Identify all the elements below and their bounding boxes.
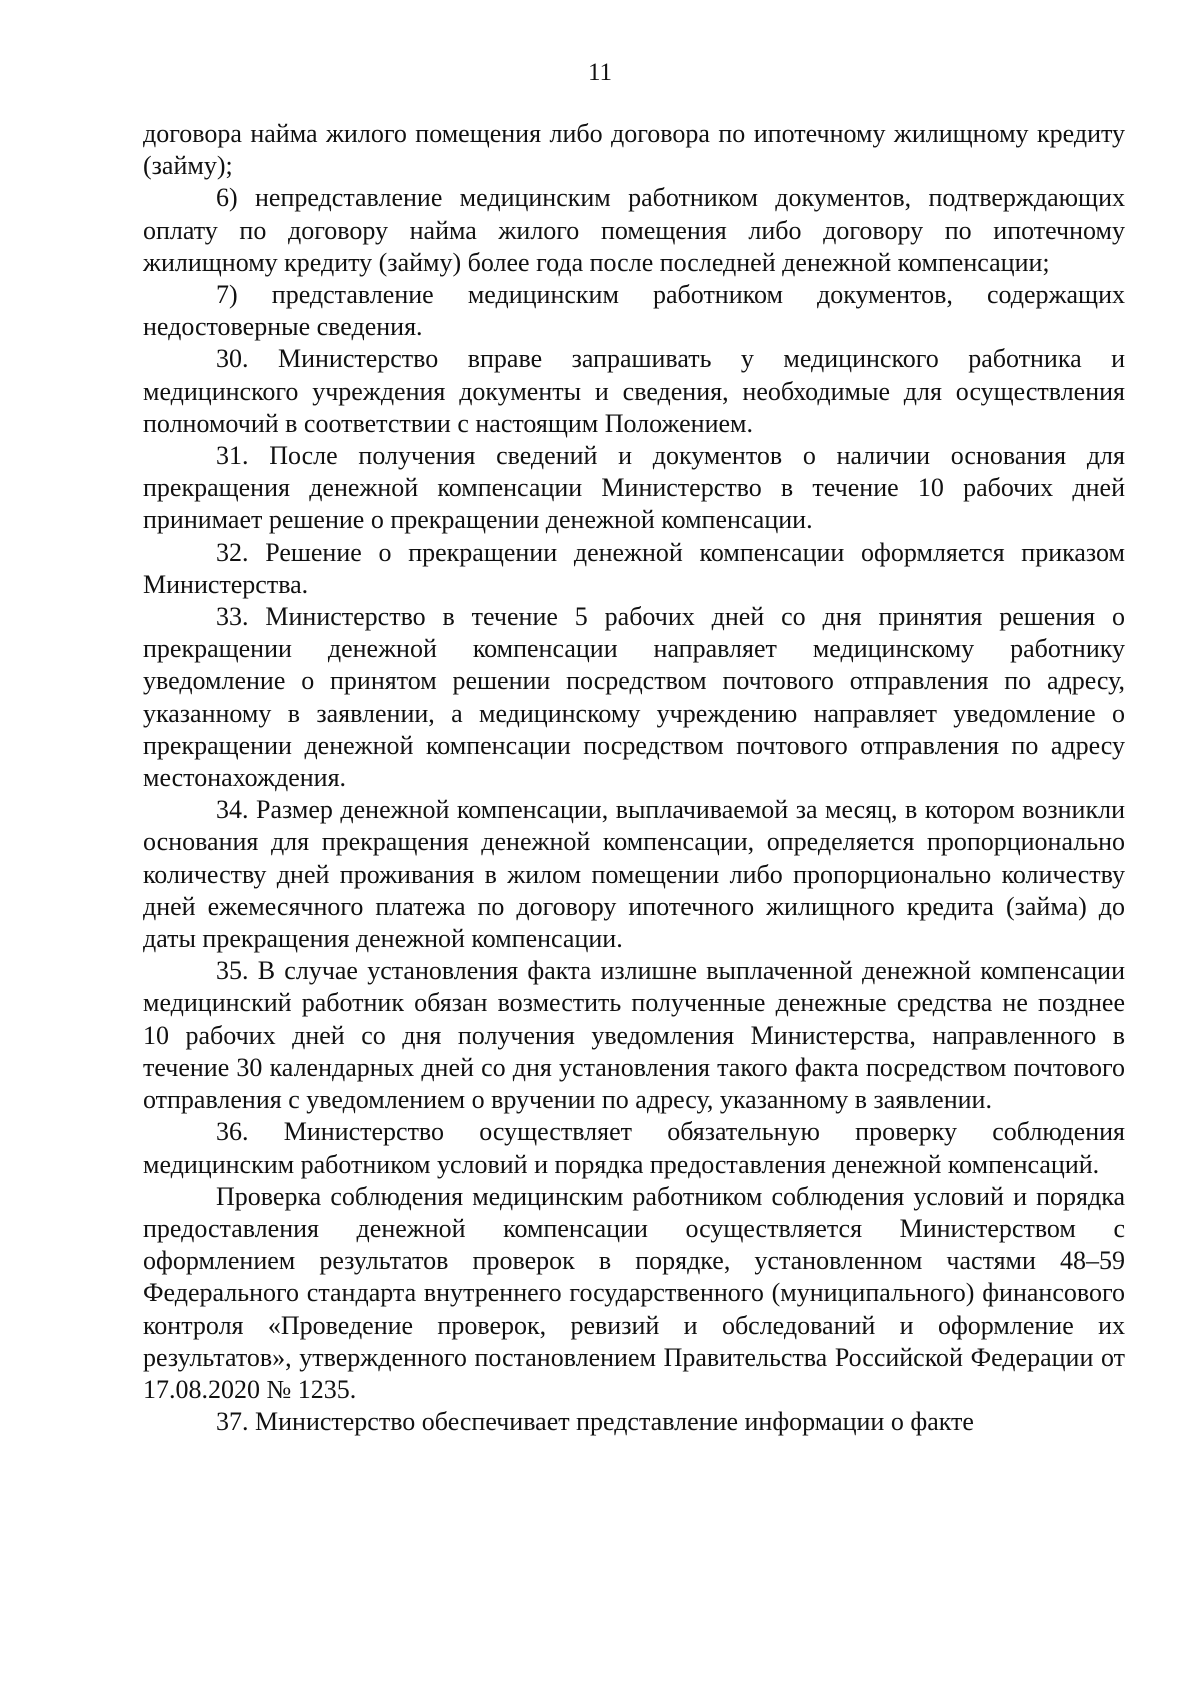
clause-32: 32. Решение о прекращении денежной компенсации оформляется приказом Министерства. <box>143 537 1125 599</box>
clause-34: 34. Размер денежной компенсации, выплачиваемой за месяц, в котором возникли основания для прекращения денежной компенсации, определяется пропорционально количеству дней проживания в жилом помещении либо пропорционально количеству дней ежемесячного платежа по договору ипотечного жилищного кредита (займа) до даты прекращения денежной компенсации. <box>143 795 1125 954</box>
clause-36-continuation: Проверка соблюдения медицинским работником соблюдения условий и порядка предоставления денежной компенсации осуществляется Министерством с оформлением результатов проверок в порядке, установленном частями 48–59 Федерального стандарта внутреннего государственного (муниципального) финансового контроля «Проведение проверок, ревизий и обследований и оформление их результатов», утвержденного постановлением Правительства Российской Федерации от 17.08.2020 № 1235. <box>143 1181 1125 1404</box>
paragraph-continuation: договора найма жилого помещения либо договора по ипотечному жилищному кредиту (займу); <box>143 119 1125 181</box>
clause-36: 36. Министерство осуществляет обязательную проверку соблюдения медицинским работником условий и порядка предоставления денежной компенсаций. <box>143 1117 1125 1179</box>
clause-33: 33. Министерство в течение 5 рабочих дней со дня принятия решения о прекращении денежной компенсации направляет медицинскому работнику уведомление о принятом решении посредством почтового отправления по адресу, указанному в заявлении, а медицинскому учреждению направляет уведомление о прекращении денежной компенсации посредством почтового отправления по адресу местонахождения. <box>143 602 1125 793</box>
list-item-7: 7) представление медицинским работником документов, содержащих недостоверные сведения. <box>143 280 1125 342</box>
document-body <box>143 118 1125 1438</box>
clause-30: 30. Министерство вправе запрашивать у медицинского работника и медицинского учреждения документы и сведения, необходимые для осуществления полномочий в соответствии с настоящим Положением. <box>143 344 1125 438</box>
list-item-6: 6) непредставление медицинским работником документов, подтверждающих оплату по договору найма жилого помещения либо договору по ипотечному жилищному кредиту (займу) более года после последней денежной компенсации; <box>143 183 1125 277</box>
clause-31: 31. После получения сведений и документов о наличии основания для прекращения денежной компенсации Министерство в течение 10 рабочих дней принимает решение о прекращении денежной компенсации. <box>143 441 1125 535</box>
clause-35: 35. В случае установления факта излишне выплаченной денежной компенсации медицинский работник обязан возместить полученные денежные средства не позднее 10 рабочих дней со дня получения уведомления Министерства, направленного в течение 30 календарных дней со дня установления такого факта посредством почтового отправления с уведомлением о вручении по адресу, указанному в заявлении. <box>143 956 1125 1115</box>
clause-37: 37. Министерство обеспечивает представление информации о факте <box>216 1407 974 1437</box>
page-number: 11 <box>587 59 613 86</box>
